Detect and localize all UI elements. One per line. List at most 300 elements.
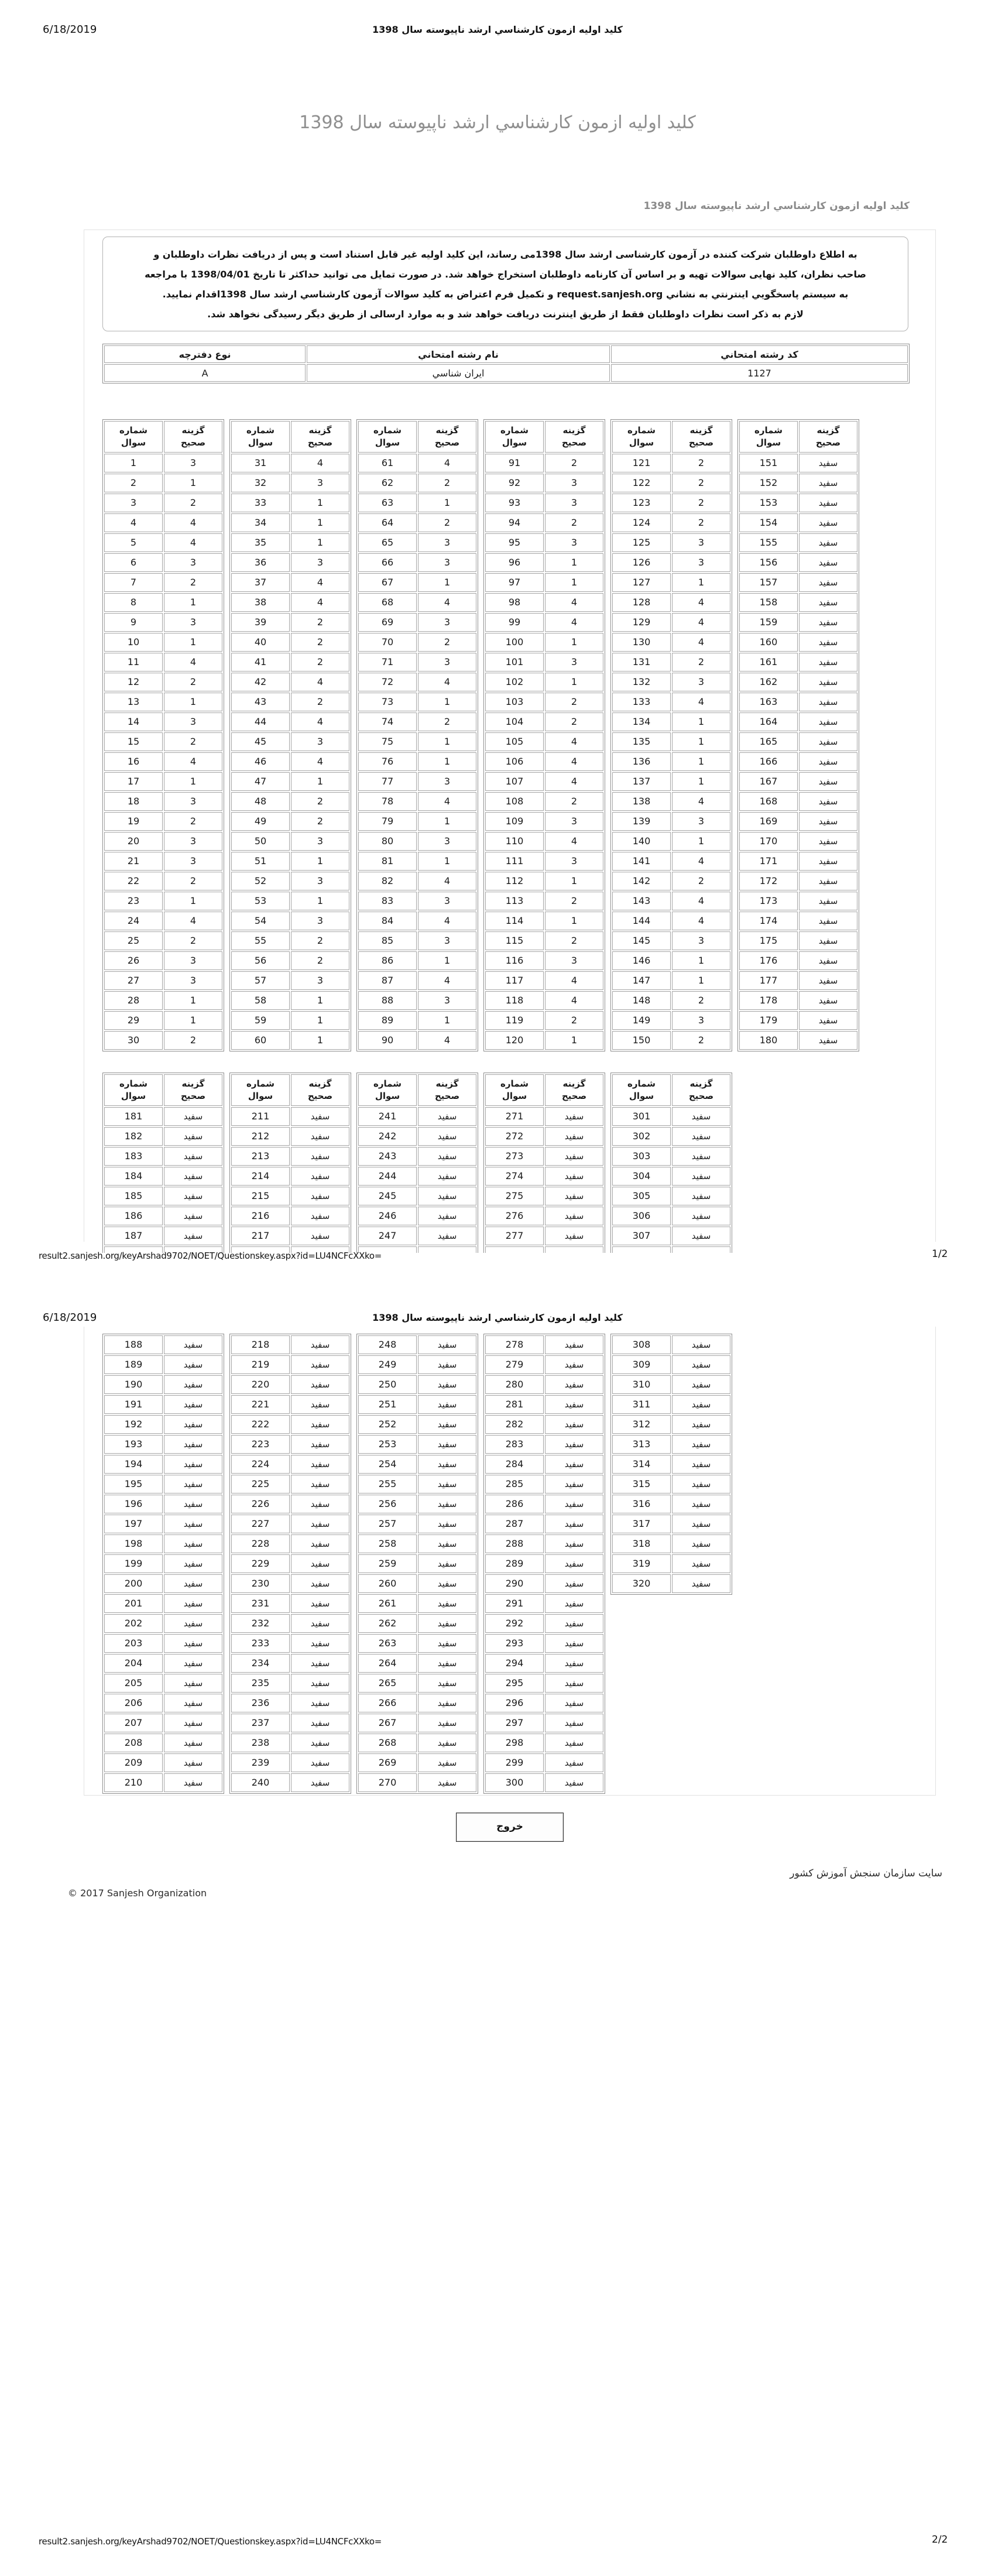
question-number-cell: 313 [612,1435,671,1454]
answer-cell: سفید [418,1773,476,1792]
question-number-cell: 226 [231,1495,290,1513]
question-number-cell: 237 [231,1714,290,1732]
question-number-cell: 13 [104,693,163,711]
answer-cell: 2 [291,693,349,711]
answer-cell: سفید [291,1614,349,1633]
print-header-title-page2: کلید اولیه ازمون کارشناسي ارشد ناپیوسته سال 1398 [372,1312,623,1323]
question-number-cell: 196 [104,1495,163,1513]
question-number-cell: 164 [739,712,798,731]
question-number-cell: 186 [104,1207,163,1225]
answer-table-group-121-150 [610,419,732,1051]
answer-cell: 2 [291,951,349,970]
question-number-cell: 111 [485,852,544,871]
question-number-cell: 206 [104,1694,163,1712]
answer-cell: 4 [672,593,730,612]
question-number-cell: 217 [231,1227,290,1245]
question-number-header: شماره سوال [104,1074,163,1106]
question-number-cell: 230 [231,1574,290,1593]
question-number-cell: 139 [612,812,671,831]
question-number-cell: 136 [612,752,671,771]
question-number-header: شماره سوال [358,421,417,453]
question-number-cell: 155 [739,533,798,552]
answer-cell: سفید [418,1455,476,1474]
question-number-cell: 4 [104,513,163,532]
question-number-cell: 122 [612,474,671,492]
question-number-cell: 292 [485,1614,544,1633]
answer-cell: سفید [799,712,857,731]
answer-cell: 1 [291,892,349,910]
answer-cell: 4 [418,1031,476,1050]
question-number-cell: 165 [739,732,798,751]
question-number-cell: 282 [485,1415,544,1434]
answer-cell: سفید [545,1455,603,1474]
answer-cell: 4 [545,971,603,990]
answer-cell: 1 [545,633,603,652]
question-number-cell: 277 [485,1227,544,1245]
question-number-cell: 23 [104,892,163,910]
question-number-cell: 73 [358,693,417,711]
answer-cell: 2 [291,931,349,950]
question-number-cell: 295 [485,1674,544,1693]
answer-cell: 2 [418,712,476,731]
clipped-empty-cell [485,1246,544,1253]
answer-cell: سفید [799,852,857,871]
question-number-cell: 269 [358,1753,417,1772]
answer-cell: 4 [672,792,730,811]
question-number-cell: 77 [358,772,417,791]
question-number-cell: 159 [739,613,798,632]
answer-cell: 1 [545,573,603,592]
question-number-cell: 128 [612,593,671,612]
answer-cell: 4 [545,732,603,751]
question-number-cell: 306 [612,1207,671,1225]
question-number-cell: 30 [104,1031,163,1050]
answer-cell: سفید [672,1107,730,1126]
question-number-cell: 270 [358,1773,417,1792]
answer-cell: 3 [164,712,222,731]
question-number-cell: 129 [612,613,671,632]
answer-cell: 1 [164,991,222,1010]
question-number-cell: 113 [485,892,544,910]
question-number-cell: 116 [485,951,544,970]
question-number-cell: 176 [739,951,798,970]
answer-table-group-1-30 [102,419,224,1051]
question-number-cell: 281 [485,1395,544,1414]
question-number-cell: 249 [358,1355,417,1374]
answer-cell: سفید [164,1614,222,1633]
question-number-cell: 241 [358,1107,417,1126]
question-number-cell: 157 [739,573,798,592]
answer-cell: سفید [799,872,857,890]
answer-cell: سفید [545,1355,603,1374]
answer-cell: سفید [418,1614,476,1633]
answer-cell: سفید [291,1227,349,1245]
answer-cell: 1 [291,533,349,552]
question-number-cell: 32 [231,474,290,492]
question-number-cell: 66 [358,553,417,572]
answer-cell: 3 [164,832,222,851]
question-number-cell: 148 [612,991,671,1010]
question-number-cell: 146 [612,951,671,970]
answer-cell: سفید [418,1435,476,1454]
question-number-cell: 102 [485,673,544,691]
question-number-cell: 243 [358,1147,417,1166]
question-number-cell: 215 [231,1187,290,1205]
answer-cell: 1 [291,1031,349,1050]
question-number-cell: 214 [231,1167,290,1186]
answer-cell: سفید [164,1534,222,1553]
answer-table-group-61-90 [356,419,478,1051]
question-number-cell: 93 [485,494,544,512]
answer-cell: 4 [672,912,730,930]
answer-cell: سفید [418,1495,476,1513]
question-number-cell: 174 [739,912,798,930]
question-number-cell: 55 [231,931,290,950]
question-number-cell: 88 [358,991,417,1010]
question-number-cell: 184 [104,1167,163,1186]
answer-cell: 2 [164,673,222,691]
answer-cell: 1 [672,832,730,851]
answer-cell: 3 [672,812,730,831]
answer-cell: 4 [291,593,349,612]
answer-cell: سفید [672,1355,730,1374]
answer-cell: 3 [672,533,730,552]
answer-cell: 2 [291,613,349,632]
question-number-cell: 130 [612,633,671,652]
answer-cell: سفید [545,1107,603,1126]
answer-cell: سفید [799,991,857,1010]
main-title: کلید اولیه ازمون کارشناسي ارشد ناپیوسته سال 1398 [299,112,696,133]
question-number-cell: 284 [485,1455,544,1474]
question-number-cell: 256 [358,1495,417,1513]
question-number-cell: 274 [485,1167,544,1186]
correct-option-header: گزینه صحیح [164,421,222,453]
question-number-cell: 179 [739,1011,798,1030]
question-number-cell: 15 [104,732,163,751]
answer-cell: 1 [418,732,476,751]
answer-cell: سفید [418,1395,476,1414]
answer-cell: سفید [291,1534,349,1553]
correct-option-header: گزینه صحیح [545,421,603,453]
answer-cell: سفید [418,1335,476,1354]
question-number-cell: 166 [739,752,798,771]
question-number-cell: 46 [231,752,290,771]
answer-cell: 2 [672,991,730,1010]
answer-cell: 3 [418,892,476,910]
question-number-cell: 207 [104,1714,163,1732]
question-number-cell: 304 [612,1167,671,1186]
print-header-title-page1: کلید اولیه ازمون کارشناسي ارشد ناپیوسته سال 1398 [372,24,623,35]
answer-cell: 1 [672,752,730,771]
question-number-cell: 48 [231,792,290,811]
answer-cell: 4 [672,852,730,871]
exit-button[interactable]: خروج [456,1813,564,1842]
answer-cell: سفید [672,1395,730,1414]
page-number-page2: 2/2 [932,2534,948,2546]
question-number-cell: 310 [612,1375,671,1394]
answer-cell: سفید [545,1753,603,1772]
question-number-cell: 291 [485,1594,544,1613]
answer-cell: 1 [291,513,349,532]
question-number-cell: 297 [485,1714,544,1732]
answer-cell: سفید [164,1355,222,1374]
answer-cell: سفید [672,1167,730,1186]
answer-cell: 3 [291,872,349,890]
question-number-cell: 62 [358,474,417,492]
question-number-cell: 177 [739,971,798,990]
question-number-cell: 169 [739,812,798,831]
question-number-cell: 275 [485,1187,544,1205]
answer-cell: 1 [291,852,349,871]
answer-cell: سفید [799,892,857,910]
question-number-cell: 240 [231,1773,290,1792]
question-number-cell: 224 [231,1455,290,1474]
notice-line: به اطلاع داوطلبان شرکت کننده در آزمون کارشناسی ارشد سال 1398می رساند، این کلید اولیه غیر قابل استناد است و پس از دریافت نظرات داوطلبان و [153,249,857,260]
answer-cell: سفید [418,1107,476,1126]
answer-cell: سفید [545,1694,603,1712]
question-number-cell: 53 [231,892,290,910]
answer-cell: 2 [164,494,222,512]
answer-cell: 3 [418,613,476,632]
answer-cell: سفید [418,1207,476,1225]
question-number-cell: 185 [104,1187,163,1205]
answer-cell: 1 [164,474,222,492]
answer-cell: 3 [418,533,476,552]
question-number-cell: 58 [231,991,290,1010]
correct-option-header: گزینه صحیح [672,421,730,453]
answer-cell: 4 [545,772,603,791]
question-number-cell: 252 [358,1415,417,1434]
question-number-cell: 222 [231,1415,290,1434]
answer-cell: 2 [545,1011,603,1030]
answer-cell: سفید [164,1594,222,1613]
answer-cell: 1 [545,1031,603,1050]
question-number-cell: 299 [485,1753,544,1772]
question-number-cell: 68 [358,593,417,612]
question-number-cell: 94 [485,513,544,532]
question-number-cell: 21 [104,852,163,871]
question-number-cell: 69 [358,613,417,632]
question-number-cell: 50 [231,832,290,851]
question-number-cell: 220 [231,1375,290,1394]
question-number-cell: 16 [104,752,163,771]
answer-cell: سفید [418,1594,476,1613]
answer-cell: 1 [672,732,730,751]
question-number-cell: 145 [612,931,671,950]
answer-cell: 3 [164,553,222,572]
question-number-cell: 38 [231,593,290,612]
print-date-page2: 6/18/2019 [43,1311,97,1324]
answer-cell: 1 [672,971,730,990]
question-number-cell: 84 [358,912,417,930]
question-number-cell: 204 [104,1654,163,1673]
question-number-cell: 307 [612,1227,671,1245]
answer-cell: سفید [164,1395,222,1414]
question-number-cell: 47 [231,772,290,791]
answer-cell: سفید [799,971,857,990]
question-number-cell: 242 [358,1127,417,1146]
question-number-cell: 141 [612,852,671,871]
answer-cell: 3 [418,772,476,791]
correct-option-header: گزینه صحیح [291,1074,349,1106]
question-number-cell: 76 [358,752,417,771]
answer-cell: 3 [418,931,476,950]
question-number-cell: 27 [104,971,163,990]
answer-cell: 2 [545,931,603,950]
answer-cell: 4 [672,613,730,632]
answer-cell: سفید [418,1694,476,1712]
answer-cell: 3 [291,732,349,751]
question-number-cell: 70 [358,633,417,652]
answer-cell: 3 [545,852,603,871]
answer-cell: سفید [418,1634,476,1653]
answer-cell: 2 [672,454,730,472]
answer-cell: سفید [799,553,857,572]
answer-cell: سفید [164,1107,222,1126]
question-number-cell: 301 [612,1107,671,1126]
answer-cell: سفید [672,1515,730,1533]
question-number-cell: 90 [358,1031,417,1050]
answer-cell: سفید [291,1654,349,1673]
answer-cell: سفید [418,1734,476,1752]
print-footer-url-page1: result2.sanjesh.org/keyArshad9702/NOET/Questionskey.aspx?id=LU4NCFcXXko= [39,1251,382,1261]
question-number-cell: 261 [358,1594,417,1613]
answer-cell: 4 [418,673,476,691]
answer-cell: 3 [164,454,222,472]
answer-cell: 1 [672,951,730,970]
answer-cell: 4 [545,593,603,612]
answer-cell: 4 [291,712,349,731]
answer-table-group-31-60 [229,419,351,1051]
question-number-cell: 244 [358,1167,417,1186]
question-number-cell: 28 [104,991,163,1010]
correct-option-header: گزینه صحیح [545,1074,603,1106]
question-number-cell: 36 [231,553,290,572]
answer-cell: سفید [545,1714,603,1732]
answer-cell: سفید [291,1515,349,1533]
answer-cell: سفید [545,1515,603,1533]
answer-cell: 3 [291,553,349,572]
answer-cell: 1 [164,593,222,612]
answer-cell: سفید [418,1515,476,1533]
answer-cell: سفید [799,792,857,811]
answer-cell: سفید [799,693,857,711]
answer-cell: 4 [164,513,222,532]
answer-cell: سفید [672,1147,730,1166]
answer-cell: سفید [291,1634,349,1653]
answer-cell: سفید [672,1554,730,1573]
clipped-empty-cell [672,1246,730,1253]
info-header-major-name: نام رشته امتحاني [307,345,610,363]
question-number-cell: 298 [485,1734,544,1752]
question-number-cell: 65 [358,533,417,552]
question-number-cell: 288 [485,1534,544,1553]
question-number-cell: 99 [485,613,544,632]
answer-cell: سفید [545,1435,603,1454]
question-number-cell: 248 [358,1335,417,1354]
answer-cell: سفید [291,1355,349,1374]
question-number-cell: 188 [104,1335,163,1354]
answer-cell: سفید [164,1574,222,1593]
question-number-cell: 263 [358,1634,417,1653]
answer-table-group-151-180 [737,419,859,1051]
question-number-cell: 120 [485,1031,544,1050]
answer-cell: 4 [164,752,222,771]
sanjesh-site-link[interactable]: سایت سازمان سنجش آموزش کشور [790,1868,942,1879]
question-number-cell: 43 [231,693,290,711]
question-number-cell: 170 [739,832,798,851]
question-number-cell: 52 [231,872,290,890]
answer-cell: سفید [164,1127,222,1146]
question-number-cell: 283 [485,1435,544,1454]
answer-cell: 4 [545,613,603,632]
question-number-header: شماره سوال [612,1074,671,1106]
question-number-cell: 33 [231,494,290,512]
info-value-booklet-type: A [104,364,306,382]
answer-cell: سفید [799,812,857,831]
question-number-cell: 67 [358,573,417,592]
answer-cell: سفید [164,1753,222,1772]
question-number-cell: 91 [485,454,544,472]
correct-option-header: گزینه صحیح [672,1074,730,1106]
question-number-cell: 41 [231,653,290,672]
answer-cell: سفید [291,1187,349,1205]
question-number-cell: 49 [231,812,290,831]
answer-cell: سفید [164,1714,222,1732]
answer-cell: 3 [291,474,349,492]
answer-cell: سفید [418,1127,476,1146]
answer-cell: 1 [291,494,349,512]
question-number-cell: 229 [231,1554,290,1573]
answer-cell: 3 [164,852,222,871]
question-number-cell: 163 [739,693,798,711]
answer-table-group-211-240 [229,1073,351,1253]
question-number-cell: 168 [739,792,798,811]
answer-cell: 4 [291,752,349,771]
question-number-cell: 189 [104,1355,163,1374]
answer-cell: 3 [291,832,349,851]
answer-cell: 3 [418,991,476,1010]
answer-cell: سفید [164,1187,222,1205]
question-number-cell: 1 [104,454,163,472]
answer-cell: 4 [291,454,349,472]
answer-cell: سفید [418,1415,476,1434]
question-number-cell: 235 [231,1674,290,1693]
question-number-cell: 255 [358,1475,417,1493]
question-number-cell: 137 [612,772,671,791]
question-number-cell: 121 [612,454,671,472]
answer-cell: سفید [164,1455,222,1474]
answer-cell: 1 [164,892,222,910]
copyright-text: © 2017 Sanjesh Organization [68,1888,207,1899]
question-number-cell: 178 [739,991,798,1010]
answer-cell: سفید [672,1475,730,1493]
answer-cell: سفید [545,1594,603,1613]
question-number-cell: 12 [104,673,163,691]
answer-cell: 1 [164,693,222,711]
answer-table-group-241-270 [356,1073,478,1253]
question-number-cell: 156 [739,553,798,572]
question-number-cell: 285 [485,1475,544,1493]
question-number-cell: 201 [104,1594,163,1613]
question-number-cell: 37 [231,573,290,592]
answer-cell: سفید [799,772,857,791]
answer-cell: 3 [545,812,603,831]
answer-table-group-181-210 [102,1073,224,1253]
question-number-cell: 279 [485,1355,544,1374]
question-number-cell: 78 [358,792,417,811]
question-number-cell: 182 [104,1127,163,1146]
